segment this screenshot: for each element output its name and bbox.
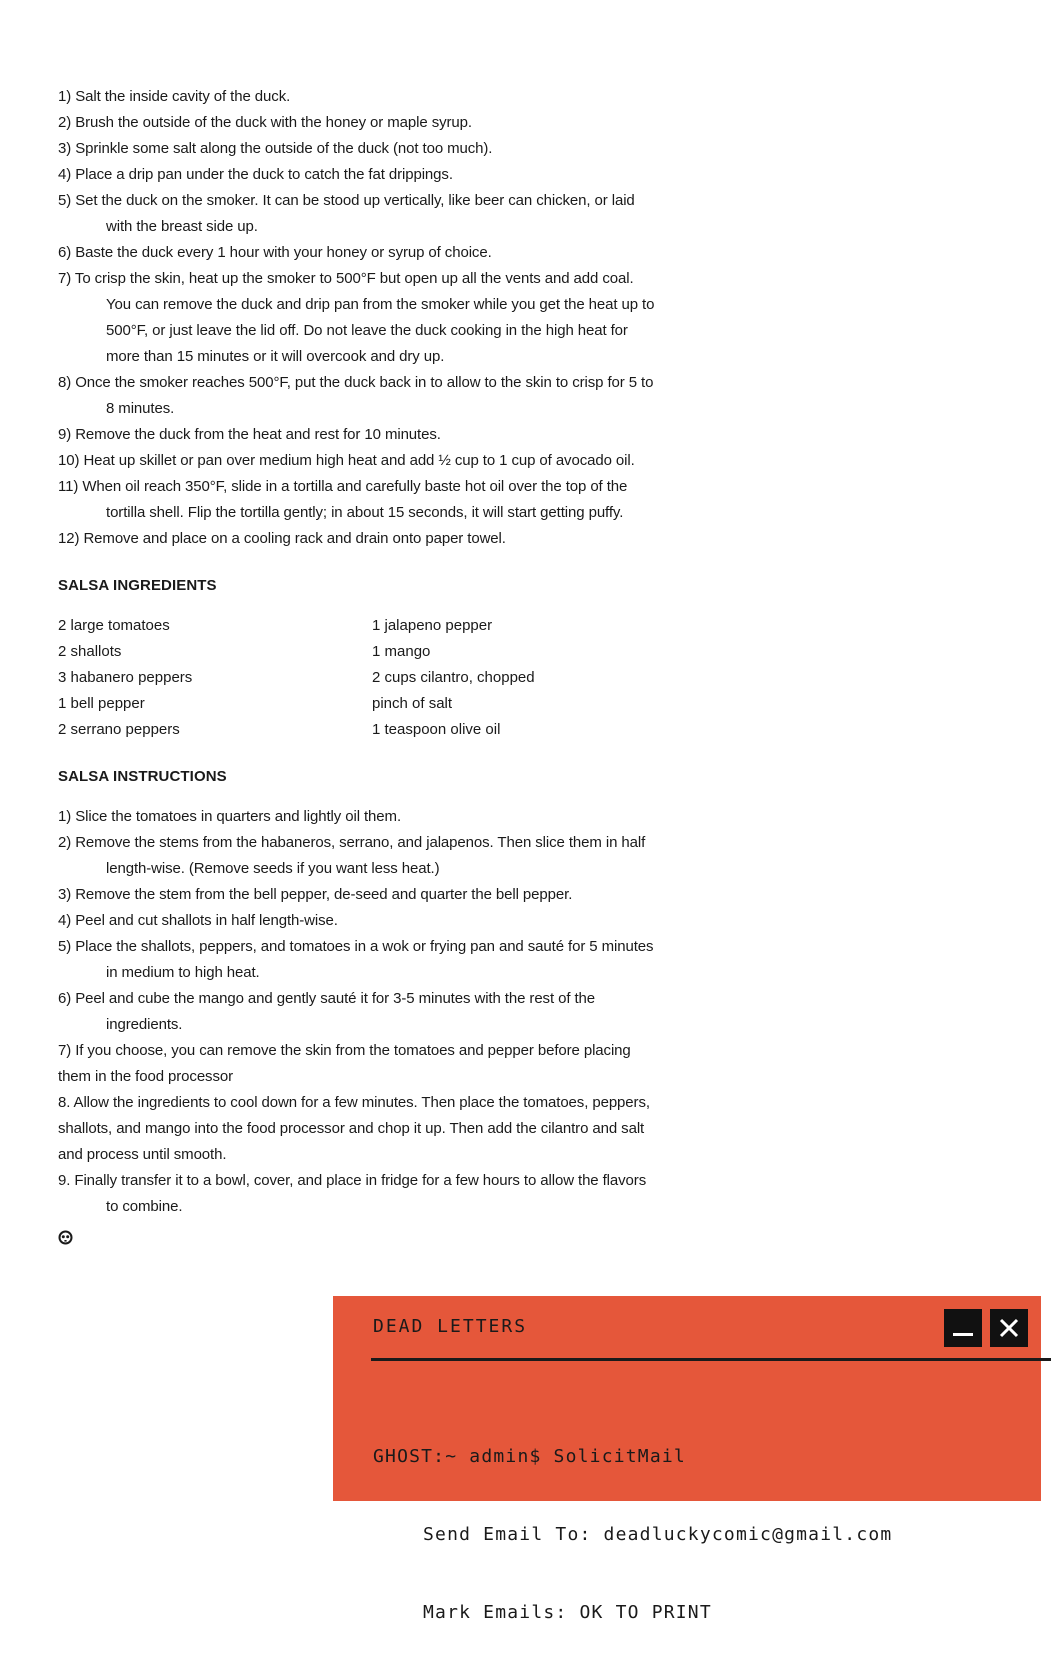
minimize-button[interactable]: [944, 1309, 982, 1347]
list-item: 8) Once the smoker reaches 500°F, put the duck back in to allow to the skin to crisp for 5 to 8 minutes.: [58, 374, 654, 417]
salsa-instructions-heading: SALSA INSTRUCTIONS: [58, 768, 227, 785]
ingredient-item: 2 serrano peppers: [58, 721, 180, 738]
recipe-content: [58, 84, 658, 1220]
terminal-output: [373, 1392, 892, 1678]
list-item: 4) Place a drip pan under the duck to catch the fat drippings.: [58, 166, 453, 183]
skull-icon: [58, 1230, 73, 1245]
list-item: 1) Slice the tomatoes in quarters and lightly oil them.: [58, 808, 402, 825]
list-item: 2) Remove the stems from the habaneros, serrano, and jalapenos. Then slice them in half length-wise. (Remove seeds if you want less heat.): [58, 834, 646, 877]
list-item: 3) Remove the stem from the bell pepper, de-seed and quarter the bell pepper.: [58, 886, 573, 903]
mark-emails-line: Mark Emails: OK TO PRINT: [423, 1602, 712, 1623]
window-title: DEAD LETTERS: [373, 1316, 528, 1337]
list-item: 11) When oil reach 350°F, slide in a tortilla and carefully baste hot oil over the top of the tortilla shell. Flip the tortilla gently; in about 15 seconds, it will start getting puffy.: [58, 478, 628, 521]
list-item: 5) Place the shallots, peppers, and tomatoes in a wok or frying pan and sauté for 5 minutes in medium to high heat.: [58, 938, 654, 981]
minimize-icon: [953, 1333, 973, 1336]
list-item: 7) To crisp the skin, heat up the smoker to 500°F but open up all the vents and add coal. You can remove the duck and drip pan from the smoker while you get the heat up to 500°F, or just leave the lid off. Do not leave the duck cooking in the high heat for more than 15 minutes or it will overcook and dry up.: [58, 270, 655, 365]
duck-steps-list: [58, 84, 658, 552]
list-item: 8. Allow the ingredients to cool down for a few minutes. Then place the tomatoes, peppers, shallots, and mango into the food processor and chop it up. Then add the cilantro and salt and process until smooth.: [58, 1094, 650, 1163]
ingredient-item: 1 mango: [372, 643, 431, 660]
salsa-ingredients-heading: SALSA INGREDIENTS: [58, 577, 217, 594]
list-item: 5) Set the duck on the smoker. It can be stood up vertically, like beer can chicken, or laid with the breast side up.: [58, 192, 635, 235]
ingredient-item: 2 large tomatoes: [58, 617, 170, 634]
list-item: 2) Brush the outside of the duck with the honey or maple syrup.: [58, 114, 472, 131]
prompt-line: GHOST:~ admin$ SolicitMail: [373, 1446, 686, 1467]
send-email-line: Send Email To: deadluckycomic@gmail.com: [423, 1524, 893, 1545]
dead-letters-window: [333, 1296, 1041, 1623]
list-item: 10) Heat up skillet or pan over medium high heat and add ½ cup to 1 cup of avocado oil.: [58, 452, 635, 469]
list-item: 4) Peel and cut shallots in half length-wise.: [58, 912, 338, 929]
ingredient-item: 1 teaspoon olive oil: [372, 721, 501, 738]
list-item: 6) Baste the duck every 1 hour with your honey or syrup of choice.: [58, 244, 492, 261]
list-item: 9. Finally transfer it to a bowl, cover, and place in fridge for a few hours to allow the flavors to combine.: [58, 1172, 647, 1215]
list-item: 7) If you choose, you can remove the skin from the tomatoes and pepper before placing them in the food processor: [58, 1042, 631, 1085]
salsa-ingredients-list: [58, 613, 658, 743]
title-divider: [371, 1358, 1051, 1361]
ingredient-item: 1 jalapeno pepper: [372, 617, 493, 634]
close-button[interactable]: [990, 1309, 1028, 1347]
close-icon: [998, 1317, 1020, 1339]
ingredient-item: 2 cups cilantro, chopped: [372, 669, 535, 686]
salsa-steps-list: [58, 804, 658, 1220]
list-item: 1) Salt the inside cavity of the duck.: [58, 88, 291, 105]
list-item: 3) Sprinkle some salt along the outside of the duck (not too much).: [58, 140, 493, 157]
ingredient-item: pinch of salt: [372, 695, 453, 712]
ingredient-item: 2 shallots: [58, 643, 122, 660]
ingredient-item: 1 bell pepper: [58, 695, 145, 712]
list-item: 9) Remove the duck from the heat and rest for 10 minutes.: [58, 426, 441, 443]
list-item: 6) Peel and cube the mango and gently sauté it for 3-5 minutes with the rest of the ingredients.: [58, 990, 596, 1033]
list-item: 12) Remove and place on a cooling rack and drain onto paper towel.: [58, 530, 506, 547]
ingredient-item: 3 habanero peppers: [58, 669, 193, 686]
